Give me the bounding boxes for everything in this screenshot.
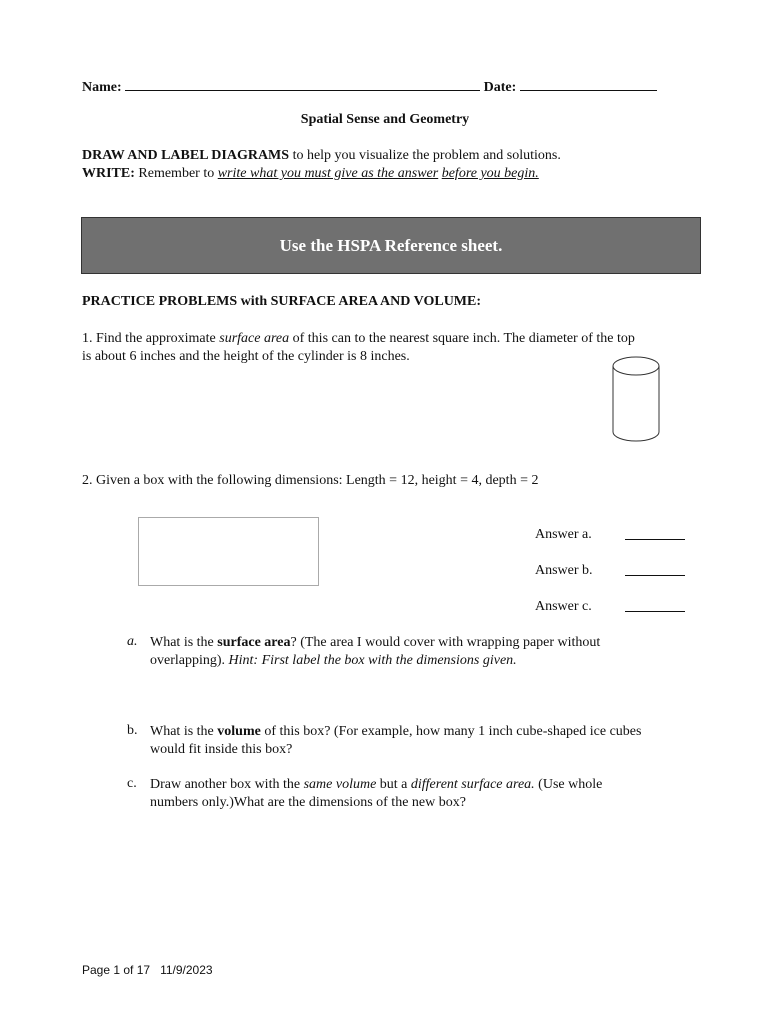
subq-c-marker: c.: [127, 776, 137, 791]
answer-b-row: [535, 563, 695, 583]
answer-a-row: [535, 527, 695, 547]
subq-b-line-1: [150, 723, 710, 741]
subq-a-line-2: [150, 652, 710, 670]
answer-b-label: Answer b.: [535, 563, 593, 578]
footer-date: 11/9/2023: [160, 963, 213, 977]
answer-c-blank[interactable]: [625, 611, 685, 612]
cylinder-top: [613, 357, 659, 375]
subq-c-italic-2: different surface area.: [410, 777, 535, 792]
subq-b-marker: b.: [127, 723, 138, 738]
subq-a-hint: Hint: First label the box with the dimensions given.: [228, 653, 517, 668]
name-blank[interactable]: [125, 76, 480, 91]
subq-a-text-c: overlapping).: [150, 653, 229, 668]
subq-b-text-a: What is the: [150, 724, 218, 739]
problem-1-line-1: [82, 330, 702, 348]
page-footer: [82, 963, 213, 977]
answer-c-row: [535, 599, 695, 619]
page-title: Spatial Sense and Geometry: [300, 112, 470, 127]
subq-b: [150, 723, 710, 759]
subq-c-italic-1: same volume: [303, 777, 377, 792]
instructions: [82, 147, 702, 183]
page-number: Page 1 of 17: [82, 963, 151, 977]
draw-bold: DRAW AND LABEL DIAGRAMS: [82, 148, 290, 163]
subq-b-text-b: of this box? (For example, how many 1 inch cube-shaped ice cubes: [260, 724, 642, 739]
subq-c-text-c: (Use whole: [534, 777, 603, 792]
answer-a-blank[interactable]: [625, 539, 685, 540]
name-date-row: [82, 76, 657, 96]
problem-1-text-a: 1. Find the approximate: [82, 331, 220, 346]
subq-c-line-1: [150, 776, 710, 794]
problem-1: [82, 330, 702, 366]
write-emphasis-1: write what you must give as the answer: [217, 166, 439, 181]
draw-rest: to help you visualize the problem and solutions.: [289, 148, 561, 163]
subq-c-text-b: but a: [376, 777, 411, 792]
subq-a-text-a: What is the: [150, 635, 218, 650]
answer-b-blank[interactable]: [625, 575, 685, 576]
subq-a-marker: a.: [127, 634, 138, 649]
problem-1-italic: surface area: [219, 331, 290, 346]
subq-c-line-2: numbers only.)What are the dimensions of the new box?: [150, 795, 466, 810]
write-instruction: [82, 165, 702, 183]
subq-c: [150, 776, 710, 812]
problem-1-line-2: is about 6 inches and the height of the cylinder is 8 inches.: [82, 349, 410, 364]
subq-a: [150, 634, 710, 670]
draw-instruction: [82, 147, 702, 165]
write-bold: WRITE:: [82, 166, 135, 181]
date-blank[interactable]: [520, 76, 657, 91]
section-heading: PRACTICE PROBLEMS with SURFACE AREA AND VOLUME:: [82, 294, 482, 309]
problem-2-text: 2. Given a box with the following dimensions: Length = 12, height = 4, depth = 2: [82, 473, 539, 488]
answer-c-label: Answer c.: [535, 599, 592, 614]
write-plain: Remember to: [134, 166, 218, 181]
write-emphasis-2: before you begin.: [441, 166, 539, 181]
date-label: Date:: [483, 80, 517, 95]
subq-a-line-1: [150, 634, 710, 652]
subq-b-line-2: would fit inside this box?: [150, 742, 293, 757]
box-drawing-area[interactable]: [138, 517, 319, 586]
banner-text: Use the HSPA Reference sheet.: [279, 235, 503, 255]
answer-a-label: Answer a.: [535, 527, 592, 542]
problem-1-text-b: of this can to the nearest square inch. The diameter of the top: [289, 331, 635, 346]
subq-b-bold: volume: [217, 724, 261, 739]
name-label: Name:: [82, 80, 122, 95]
cylinder-bottom: [613, 432, 659, 441]
reference-banner: [81, 217, 701, 274]
cylinder-diagram: [610, 354, 664, 446]
subq-c-text-a: Draw another box with the: [150, 777, 304, 792]
subq-a-text-b: ? (The area I would cover with wrapping paper without: [290, 635, 601, 650]
subq-a-bold: surface area: [217, 635, 291, 650]
